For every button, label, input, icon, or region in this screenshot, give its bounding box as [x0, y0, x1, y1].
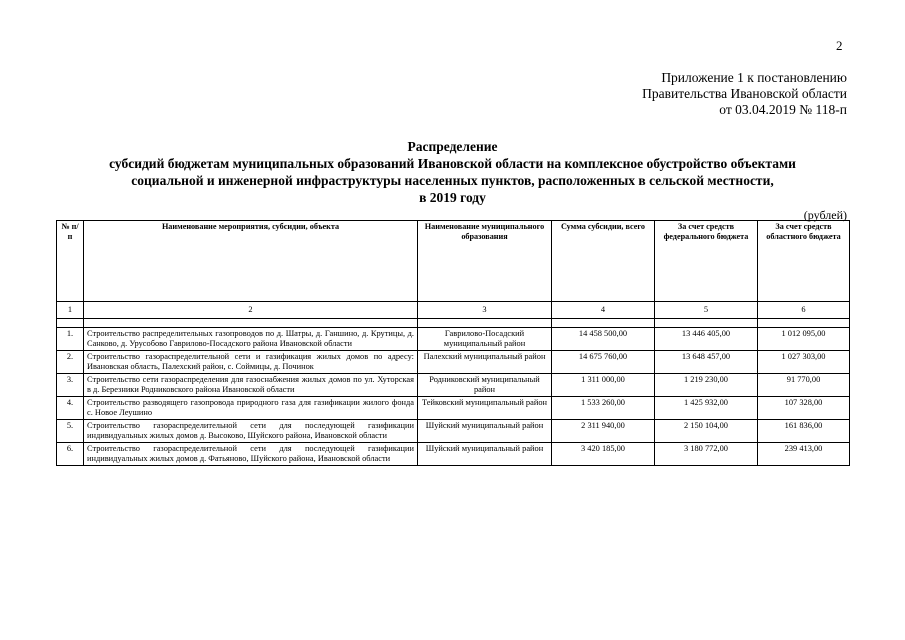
column-number: 2 [84, 302, 418, 319]
event-name: Строительство газораспределительной сети для последующей газификации индивидуальных жилых домов д. Фатьяново, Шуйского района, Ивановской области [84, 443, 418, 466]
federal-amount: 2 150 104,00 [655, 420, 758, 443]
header-total: Сумма субсидии, всего [552, 221, 655, 302]
regional-amount: 239 413,00 [758, 443, 850, 466]
regional-amount: 1 027 303,00 [758, 351, 850, 374]
total-amount: 14 458 500,00 [552, 328, 655, 351]
regional-amount: 1 012 095,00 [758, 328, 850, 351]
regional-amount: 107 328,00 [758, 397, 850, 420]
column-number: 6 [758, 302, 850, 319]
event-name: Строительство распределительных газопроводов по д. Шатры, д. Ганшино, д. Крутицы, д. Санково, д. Урусобово Гаврилово-Посадского района Ивановской области [84, 328, 418, 351]
column-number: 4 [552, 302, 655, 319]
title-line-3: социальной и инженерной инфраструктуры населенных пунктов, расположенных в сельской местности, [131, 173, 774, 188]
appendix-line-2: Правительства Ивановской области [642, 86, 847, 101]
municipality: Родниковский муниципальный район [418, 374, 552, 397]
column-number-row [57, 302, 850, 319]
table-row [57, 351, 850, 374]
table-row [57, 443, 850, 466]
total-amount: 3 420 185,00 [552, 443, 655, 466]
event-name: Строительство газораспределительной сети для последующей газификации индивидуальных жилых домов д. Высоково, Шуйского района, Ивановской области [84, 420, 418, 443]
municipality: Палехский муниципальный район [418, 351, 552, 374]
federal-amount: 1 219 230,00 [655, 374, 758, 397]
regional-amount: 161 836,00 [758, 420, 850, 443]
header-event-name: Наименование мероприятия, субсидии, объекта [84, 221, 418, 302]
row-number: 5. [57, 420, 84, 443]
appendix-line-3: от 03.04.2019 № 118-п [719, 102, 847, 117]
header-number: № п/п [57, 221, 84, 302]
appendix-line-1: Приложение 1 к постановлению [661, 70, 847, 85]
municipality: Шуйский муниципальный район [418, 443, 552, 466]
total-amount: 1 311 000,00 [552, 374, 655, 397]
total-amount: 14 675 760,00 [552, 351, 655, 374]
federal-amount: 13 446 405,00 [655, 328, 758, 351]
page-number: 2 [836, 38, 843, 53]
municipality: Шуйский муниципальный район [418, 420, 552, 443]
spacer-row [57, 319, 850, 328]
row-number: 4. [57, 397, 84, 420]
title-line-4: в 2019 году [419, 190, 486, 205]
event-name: Строительство газораспределительной сети и газификация жилых домов по адресу: Ивановская область, Палехский район, с. Соймицы, д. Починок [84, 351, 418, 374]
row-number: 1. [57, 328, 84, 351]
municipality: Гаврилово-Посадский муниципальный район [418, 328, 552, 351]
header-regional: За счет средств областного бюджета [758, 221, 850, 302]
total-amount: 1 533 260,00 [552, 397, 655, 420]
event-name: Строительство сети газораспределения для газоснабжения жилых домов по ул. Хуторская в д. Березники Родниковского района Ивановской области [84, 374, 418, 397]
table-row [57, 374, 850, 397]
row-number: 6. [57, 443, 84, 466]
column-number: 3 [418, 302, 552, 319]
row-number: 3. [57, 374, 84, 397]
table-header-row [57, 221, 850, 302]
municipality: Тейковский муниципальный район [418, 397, 552, 420]
regional-amount: 91 770,00 [758, 374, 850, 397]
document-title [50, 138, 855, 206]
header-municipality: Наименование муниципального образования [418, 221, 552, 302]
header-federal: За счет средств федерального бюджета [655, 221, 758, 302]
column-number: 5 [655, 302, 758, 319]
table-row [57, 397, 850, 420]
total-amount: 2 311 940,00 [552, 420, 655, 443]
federal-amount: 1 425 932,00 [655, 397, 758, 420]
table-row [57, 328, 850, 351]
row-number: 2. [57, 351, 84, 374]
column-number: 1 [57, 302, 84, 319]
title-line-1: Распределение [407, 139, 498, 154]
table-row [57, 420, 850, 443]
currency-unit: (рублей) [803, 208, 847, 222]
event-name: Строительство разводящего газопровода природного газа для газификации жилого фонда с. Новое Леушино [84, 397, 418, 420]
title-line-2: субсидий бюджетам муниципальных образований Ивановской области на комплексное обустройство объектами [109, 156, 796, 171]
federal-amount: 13 648 457,00 [655, 351, 758, 374]
subsidy-table [56, 220, 850, 466]
appendix-header [642, 70, 847, 118]
federal-amount: 3 180 772,00 [655, 443, 758, 466]
